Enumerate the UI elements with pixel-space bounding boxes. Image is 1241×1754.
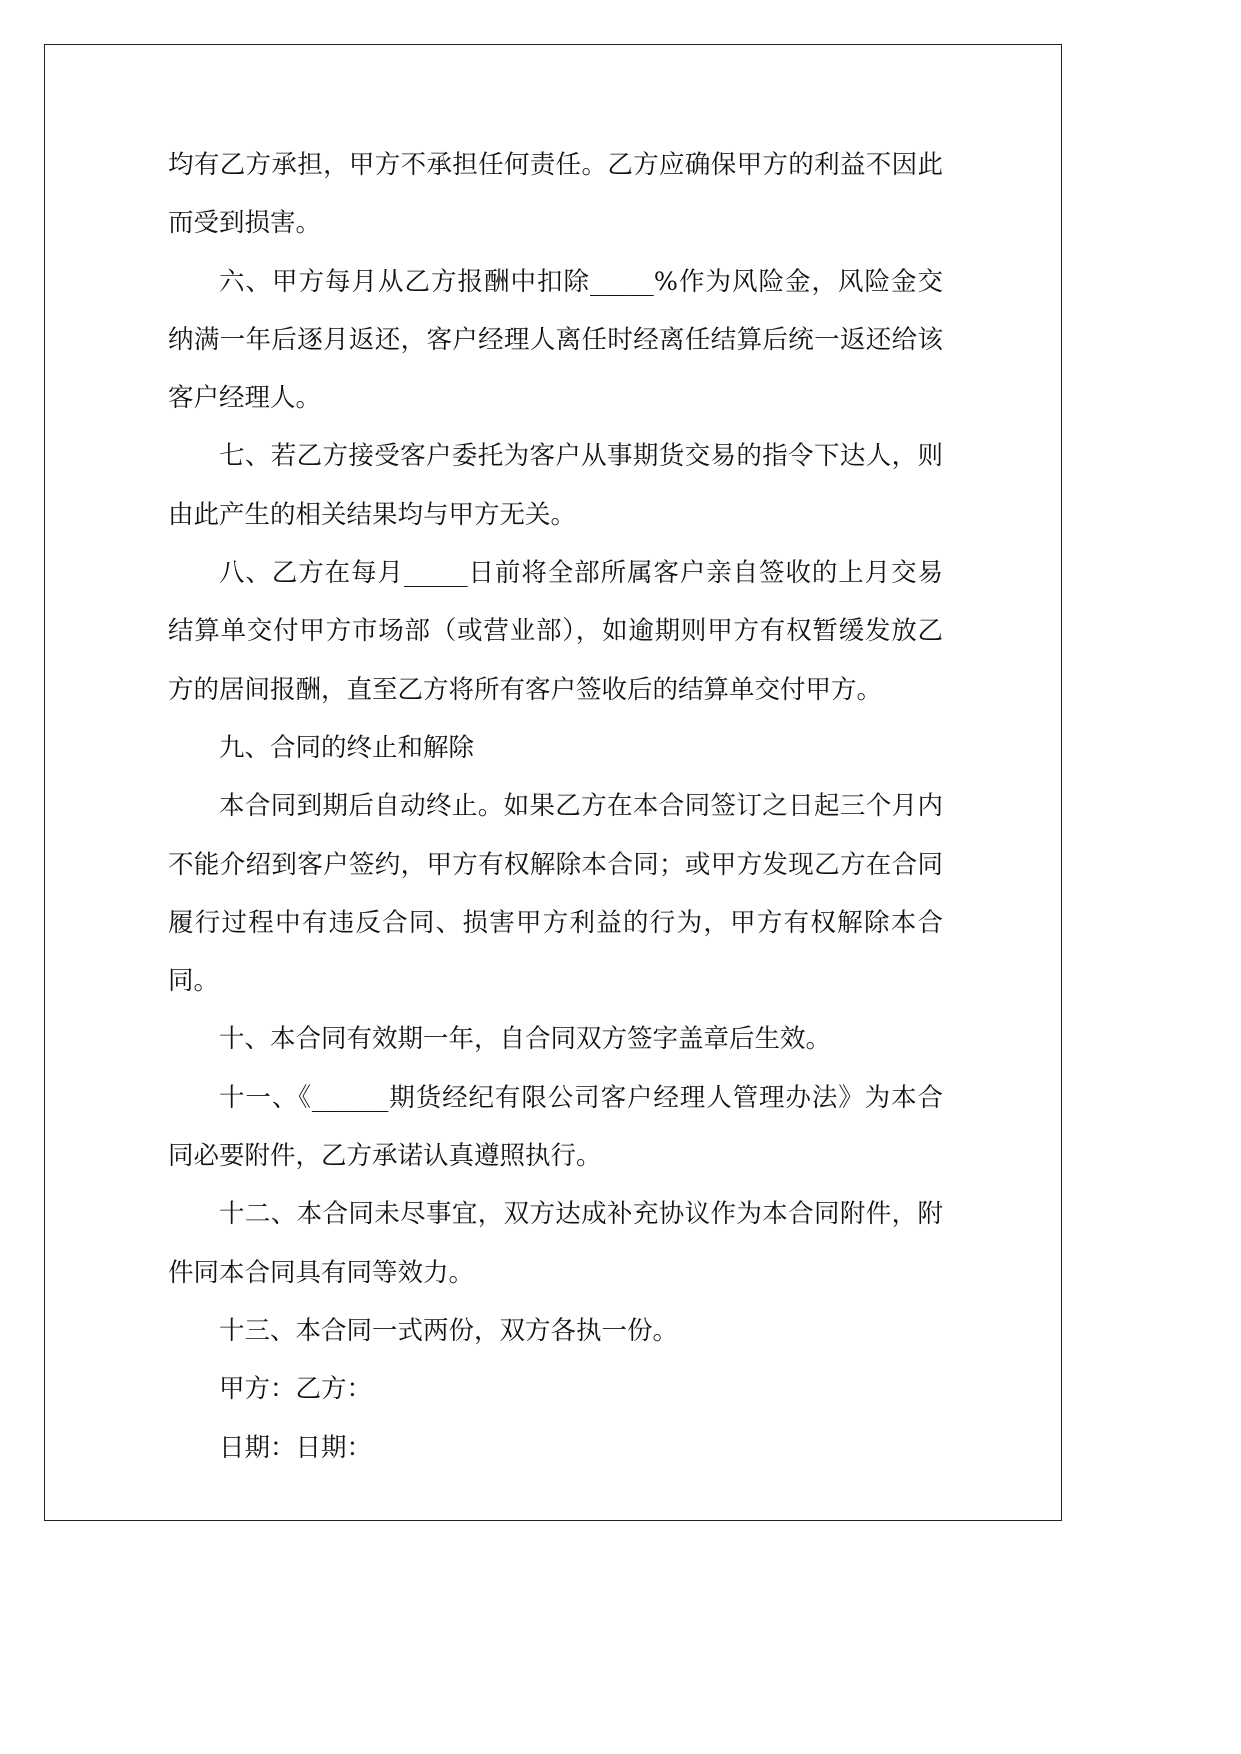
- clause-13-copies: 十三、本合同一式两份，双方各执一份。: [219, 1315, 679, 1346]
- clause-6-risk-fund: 六、甲方每月从乙方报酬中扣除_____%作为风险金，风险金交纳满一年后逐月返还，客户经理人离任时经离任结算后统一返还给该客户经理人。: [168, 266, 943, 414]
- signature-parties: 甲方：乙方：: [219, 1374, 373, 1405]
- clause-9-heading: 九、合同的终止和解除: [219, 732, 475, 763]
- clause-9-body: 本合同到期后自动终止。如果乙方在本合同签订之日起三个月内不能介绍到客户签约，甲方有权解除本合同；或甲方发现乙方在合同履行过程中有违反合同、损害甲方利益的行为，甲方有权解除本合同。: [168, 791, 943, 997]
- document-body: [168, 136, 943, 1477]
- clause-11-attachment: 十一、《______期货经纪有限公司客户经理人管理办法》为本合同必要附件，乙方承诺认真遵照执行。: [168, 1082, 943, 1172]
- clause-7-order-issuer: 七、若乙方接受客户委托为客户从事期货交易的指令下达人，则由此产生的相关结果均与甲方无关。: [168, 441, 943, 530]
- signature-dates: 日期：日期：: [219, 1432, 373, 1463]
- clause-12-supplement: 十二、本合同未尽事宜，双方达成补充协议作为本合同附件，附件同本合同具有同等效力。: [168, 1199, 943, 1288]
- paragraph-continuation: 均有乙方承担，甲方不承担任何责任。乙方应确保甲方的利益不因此而受到损害。: [168, 150, 943, 239]
- clause-10-validity: 十、本合同有效期一年，自合同双方签字盖章后生效。: [219, 1024, 832, 1055]
- clause-8-settlement: 八、乙方在每月_____日前将全部所属客户亲自签收的上月交易结算单交付甲方市场部（或营业部），如逾期则甲方有权暂缓发放乙方的居间报酬，直至乙方将所有客户签收后的结算单交付甲方。: [168, 558, 943, 705]
